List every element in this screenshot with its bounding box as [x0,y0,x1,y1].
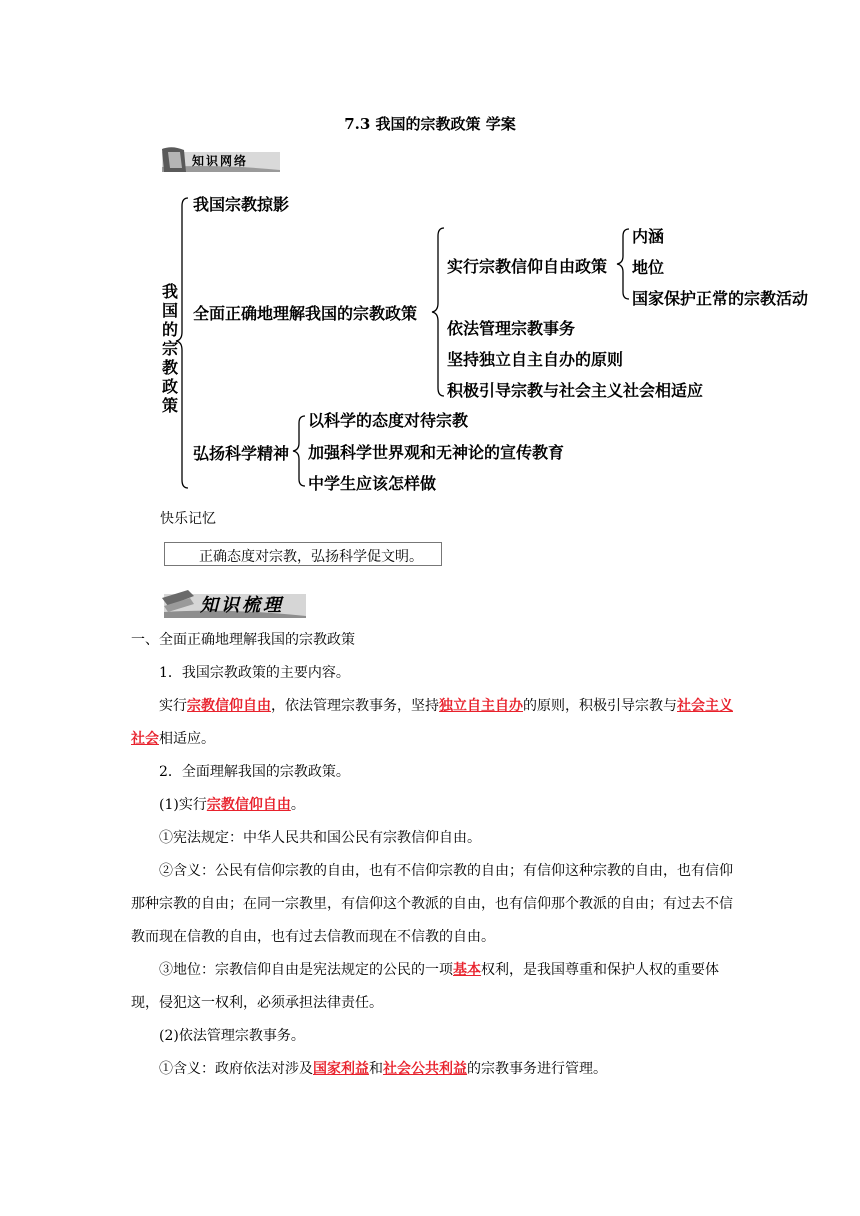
banner-title: 知识网络 [192,154,249,168]
memo-box [164,542,442,566]
text: 和 [369,1061,383,1077]
mindmap-branch-1: 我国宗教掠影 [193,195,290,214]
text: 的原则，积极引导宗教与 [523,698,677,714]
text: ③地位：宗教信仰自由是宪法规定的公民的一项 [159,962,453,978]
mindmap-branch-3-child: 加强科学世界观和无神论的宣传教育 [308,443,565,462]
mindmap-grandchild: 国家保护正常的宗教活动 [632,289,809,308]
mindmap-branch-3: 弘扬科学精神 [193,444,290,463]
text: 的宗教事务进行管理。 [467,1061,607,1077]
subsection [131,789,733,822]
root-char: 策 [161,396,178,415]
mindmap-branch-3-child: 以科学的态度对待宗教 [308,411,469,430]
text: (1)实行 [159,797,207,813]
memo-text: 正确态度对宗教，弘扬科学促文明。 [199,549,423,565]
section-heading: 一、全面正确地理解我国的宗教政策 [131,632,355,648]
root-char: 宗 [161,339,178,358]
item-heading: 1．我国宗教政策的主要内容。 [159,665,350,681]
mindmap-grandchild: 内涵 [632,227,665,246]
key-term: 基本 [453,962,481,978]
text: 实行 [159,698,187,714]
mindmap-root [161,282,179,415]
text: 权利，是我国尊重和保护人权的重要体现，侵犯这一权利，必须承担法律责任。 [131,962,719,1011]
key-term: 社会主义社会 [131,698,733,747]
key-term: 宗教信仰自由 [206,797,291,813]
text: 。 [290,797,305,813]
root-char: 的 [161,320,178,339]
knowledge-summary-banner [160,584,310,620]
item-heading: 2．全面理解我国的宗教政策。 [159,764,350,780]
mindmap-grandchild: 地位 [632,258,665,277]
key-term: 社会公共利益 [383,1061,467,1077]
content-body [131,624,733,1086]
paragraph [131,1053,733,1086]
paragraph: ①宪法规定：中华人民共和国公民有宗教信仰自由。 [159,830,481,846]
paragraph [131,954,733,1020]
root-char: 政 [161,377,178,396]
text: ，依法管理宗教事务，坚持 [271,698,439,714]
key-term: 宗教信仰自由 [187,698,271,714]
root-char: 教 [161,358,178,377]
key-term: 国家利益 [313,1061,369,1077]
root-char: 我 [161,282,178,301]
mindmap-branch-2-child: 实行宗教信仰自由政策 [447,257,608,276]
text: 相适应。 [159,731,215,747]
mindmap-branch-2-child: 积极引导宗教与社会主义社会相适应 [447,381,704,400]
text: ①含义：政府依法对涉及 [159,1061,313,1077]
key-term: 独立自主自办 [439,698,523,714]
subsection: (2)依法管理宗教事务。 [159,1028,305,1044]
mindmap-branch-2-child: 坚持独立自主自办的原则 [447,350,624,369]
memo-title: 快乐记忆 [160,511,216,527]
mindmap-branch-2: 全面正确地理解我国的宗教政策 [193,304,418,323]
page-title: 7.3 我国的宗教政策 学案 [344,115,516,133]
mindmap-branch-2-child: 依法管理宗教事务 [447,319,576,338]
root-char: 国 [161,301,178,320]
mindmap-branch-3-child: 中学生应该怎样做 [308,474,437,493]
paragraph: ②含义：公民有信仰宗教的自由，也有不信仰宗教的自由；有信仰这种宗教的自由，也有信仰那种宗教的自由；在同一宗教里，有信仰这个教派的自由，也有信仰那个教派的自由；有过去不信教而现在信教的自由，也有过去信教而现在不信教的自由。 [131,863,733,945]
paragraph [131,690,733,756]
banner-title: 知识梳理 [200,595,284,616]
